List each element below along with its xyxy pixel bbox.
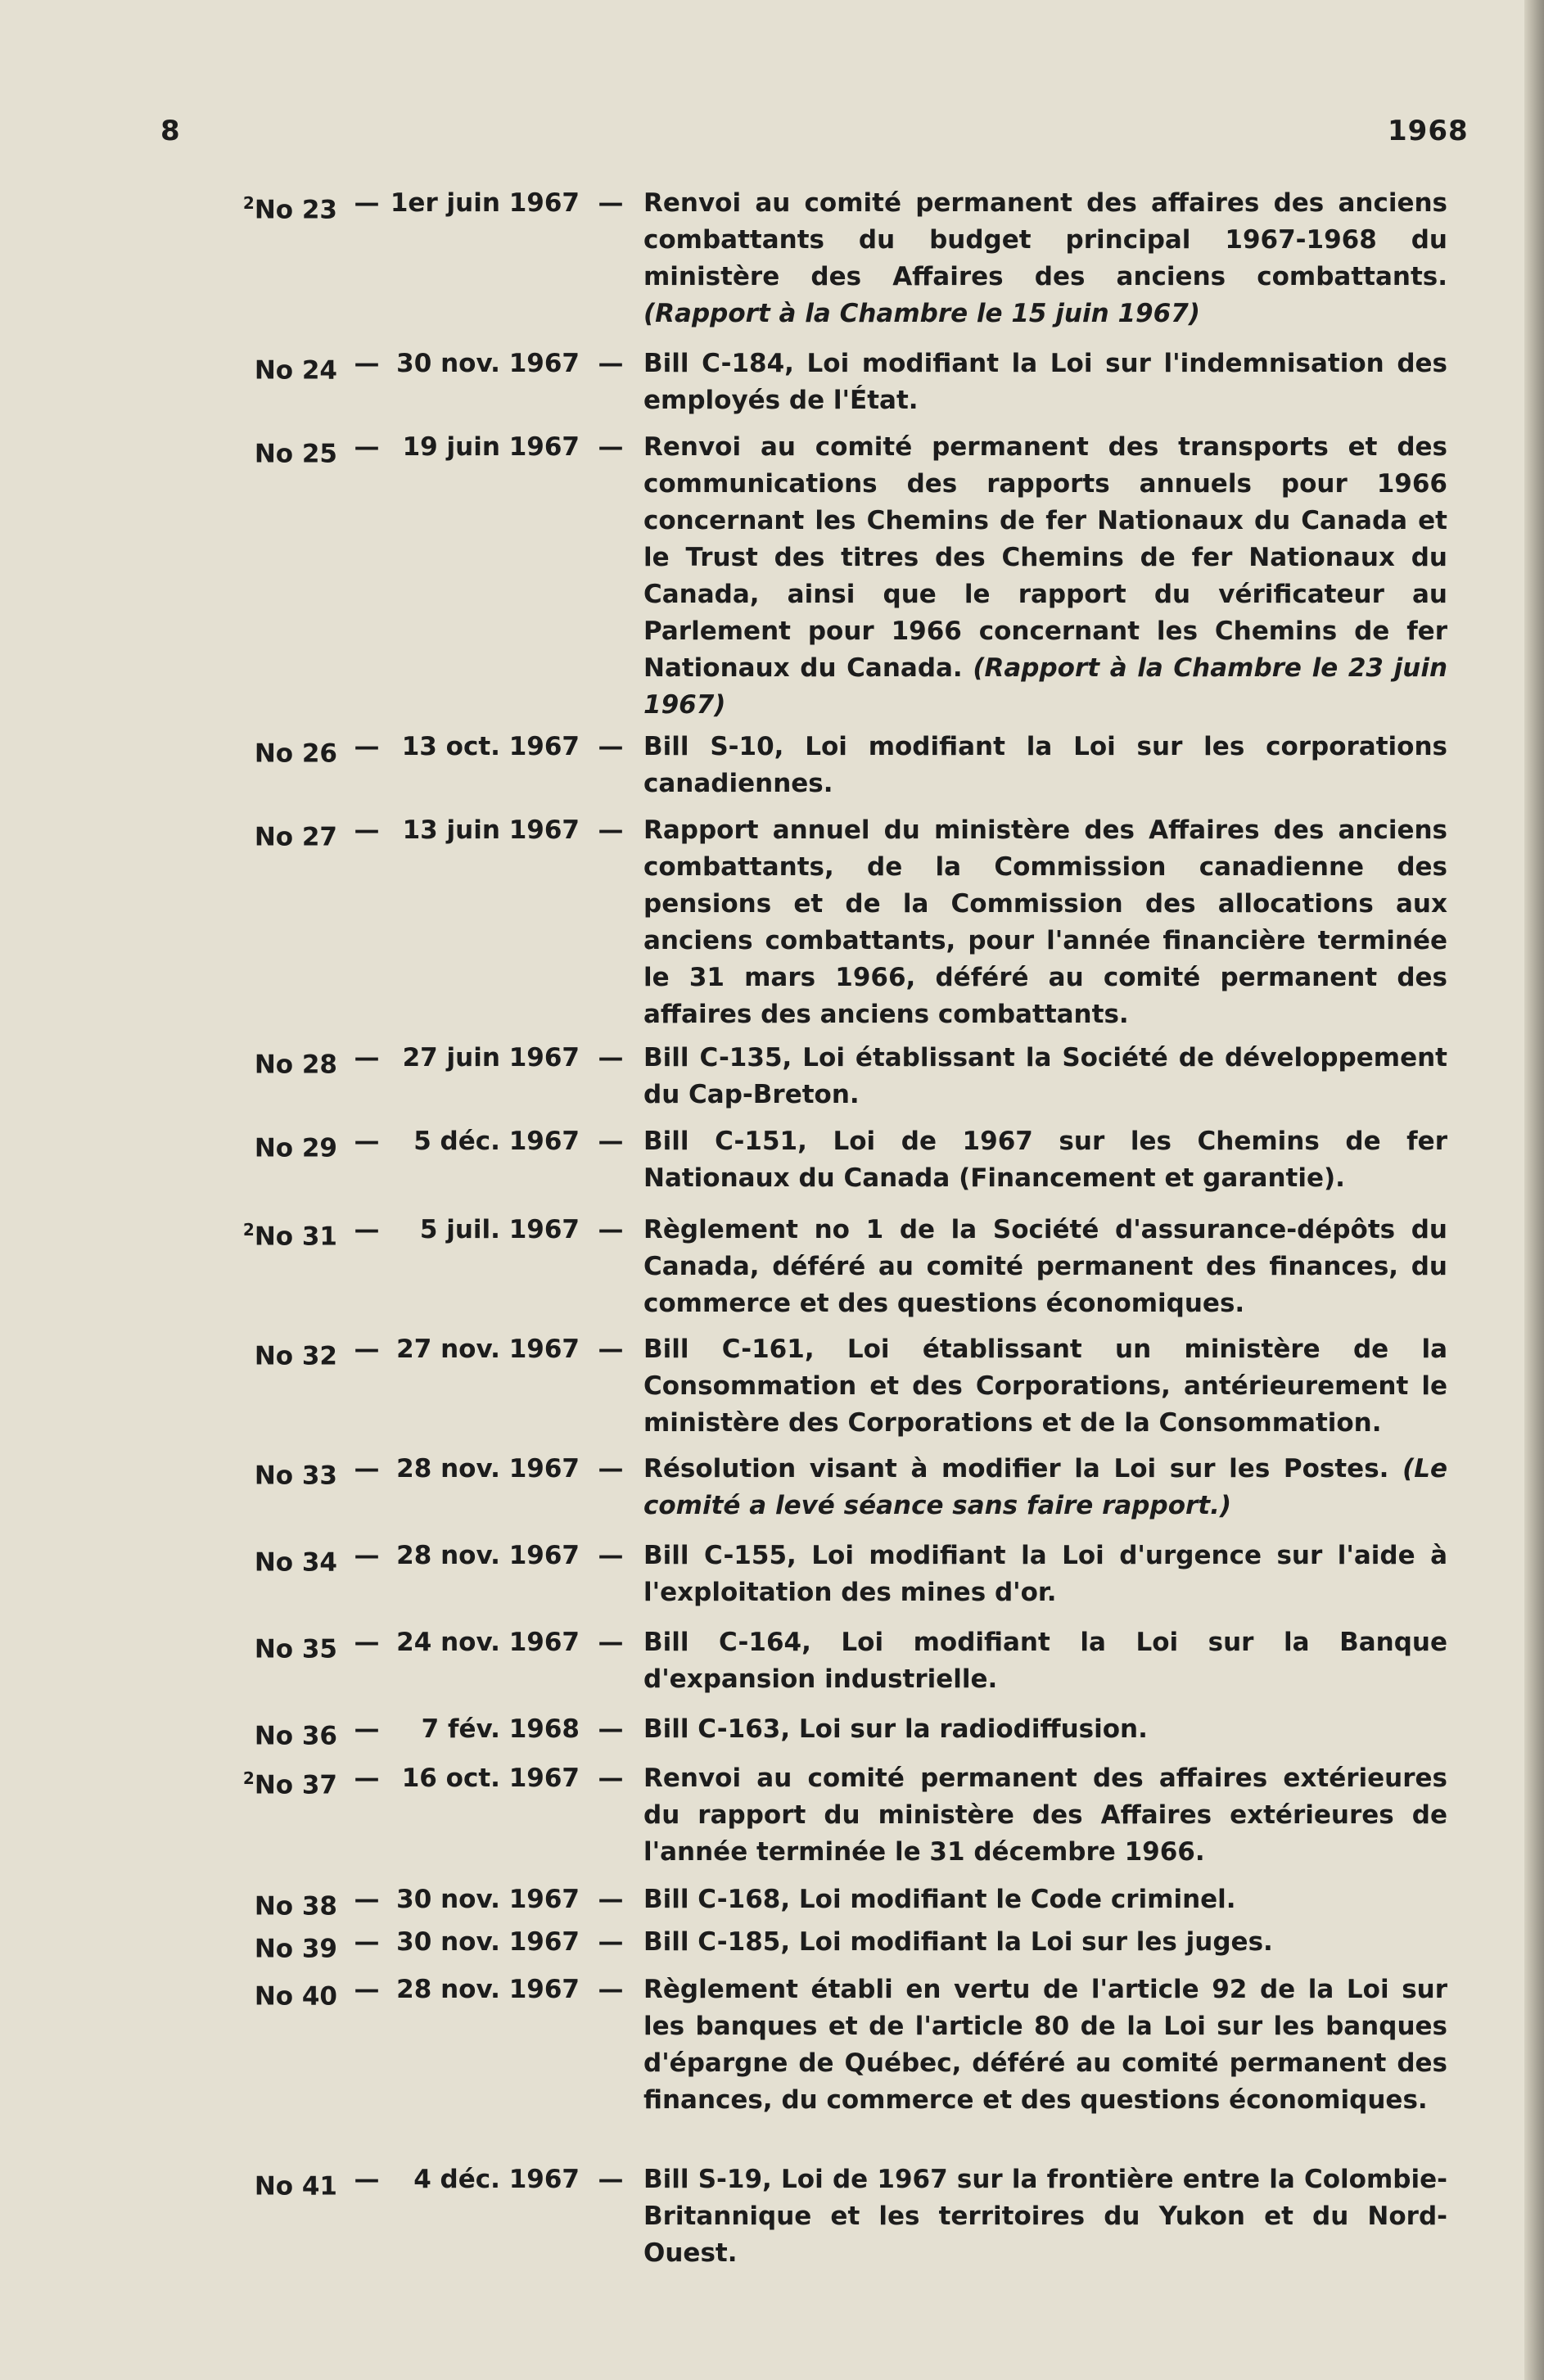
entry-number: No 38 [254,1891,337,1922]
dash-separator: — [598,2165,624,2194]
entry-number: No 36 [254,1721,337,1751]
entry-number: No 39 [254,1934,337,1964]
entry-number: $^2$No 31 [242,1220,337,1252]
dash-separator: — [354,1127,380,1156]
dash-separator: — [354,1043,380,1073]
dash-separator: — [598,432,624,462]
dash-separator: — [354,1628,380,1657]
page-number: 8 [160,115,181,147]
dash-separator: — [598,1885,624,1914]
entry-date: 5 juil. 1967 [419,1215,580,1244]
entry-description: Bill C-161, Loi établissant un ministère de la Consommation et des Corporations, antérieurement le ministère des Corporations et de la Consommation. [643,1335,1447,1438]
dash-separator: — [354,188,380,218]
entry-date: 30 nov. 1967 [396,1885,580,1914]
dash-separator: — [354,1927,380,1957]
dash-separator: — [354,1454,380,1484]
entry-number: No 41 [254,2171,337,2202]
entry-number: No 32 [254,1341,337,1371]
entry-description: Renvoi au comité permanent des transports et des communications des rapports annuels pour 1966 concernant les Chemins de fer Nationaux du Canada et le Trust des titres des Chemins de fer Nationaux du Canada, ainsi que le rapport du vérificateur au Parlement pour 1966 concernant les Chemins de fer Nationaux du Canada. (Rapport à la Chambre le 23 juin 1967) [643,432,1448,720]
dash-separator: — [354,2165,380,2194]
dash-separator: — [598,1714,624,1744]
entry-date: 30 nov. 1967 [396,1927,580,1957]
page-year: 1968 [1388,115,1469,147]
entry-number: No 33 [254,1461,337,1491]
dash-separator: — [598,1975,624,2004]
entry-note: (Le comité a levé séance sans faire rapport.) [643,1454,1448,1520]
entry-date: 28 nov. 1967 [396,1541,580,1570]
dash-separator: — [354,1541,380,1570]
entry-description: Bill C-164, Loi modifiant la Loi sur la Banque d'expansion industrielle. [643,1628,1447,1694]
entry-date: 28 nov. 1967 [396,1975,580,2004]
entry-date: 19 juin 1967 [402,432,580,462]
dash-separator: — [598,188,624,218]
entry-number: No 35 [254,1634,337,1664]
dash-separator: — [354,732,380,761]
dash-separator: — [354,1714,380,1744]
dash-separator: — [598,349,624,378]
dash-separator: — [598,1127,624,1156]
entry-date: 27 juin 1967 [402,1043,580,1073]
dash-separator: — [598,1927,624,1957]
entry-description: Bill S-19, Loi de 1967 sur la frontière entre la Colombie-Britannique et les territoires du Yukon et du Nord-Ouest. [643,2165,1447,2268]
entry-date: 30 nov. 1967 [396,349,580,378]
dash-separator: — [598,1628,624,1657]
entry-date: 13 juin 1967 [402,815,580,845]
entry-date: 5 déc. 1967 [413,1127,580,1156]
entry-description: Bill C-155, Loi modifiant la Loi d'urgence sur l'aide à l'exploitation des mines d'or. [643,1541,1447,1607]
dash-separator: — [354,1215,380,1244]
dash-separator: — [354,1975,380,2004]
entry-number: No 29 [254,1133,337,1163]
entry-date: 1er juin 1967 [390,188,580,218]
dash-separator: — [598,815,624,845]
dash-separator: — [354,432,380,462]
dash-separator: — [598,1454,624,1484]
entry-description: Bill S-10, Loi modifiant la Loi sur les corporations canadiennes. [643,732,1447,798]
entry-description: Renvoi au comité permanent des affaires extérieures du rapport du ministère des Affaires extérieures de l'année terminée le 31 décembre 1966. [643,1764,1447,1867]
entry-description: Règlement établi en vertu de l'article 92 de la Loi sur les banques et de l'article 80 de la Loi sur les banques d'épargne de Québec, déféré au comité permanent des finances, du commerce et des questions économiques. [643,1975,1447,2115]
dash-separator: — [354,815,380,845]
entry-description: Bill C-163, Loi sur la radiodiffusion. [643,1714,1148,1744]
entry-description: Bill C-151, Loi de 1967 sur les Chemins de fer Nationaux du Canada (Financement et garantie). [643,1127,1447,1193]
dash-separator: — [354,1885,380,1914]
entry-number: No 24 [254,355,337,386]
dash-separator: — [598,1043,624,1073]
entry-number: $^2$No 23 [242,193,337,225]
dash-separator: — [354,349,380,378]
entry-date: 4 déc. 1967 [413,2165,580,2194]
entry-date: 24 nov. 1967 [396,1628,580,1657]
entry-description: Résolution visant à modifier la Loi sur les Postes. (Le comité a levé séance sans faire rapport.) [643,1454,1448,1520]
dash-separator: — [598,1215,624,1244]
entry-number: No 25 [254,439,337,469]
entry-number: No 34 [254,1547,337,1578]
entry-description: Bill C-135, Loi établissant la Société de développement du Cap-Breton. [643,1043,1447,1109]
dash-separator: — [598,1541,624,1570]
entry-date: 13 oct. 1967 [401,732,580,761]
entry-number: No 27 [254,822,337,852]
dash-separator: — [354,1335,380,1364]
entry-description: Renvoi au comité permanent des affaires des anciens combattants du budget principal 1967-1968 du ministère des Affaires des anciens combattants. (Rapport à la Chambre le 15 juin 1967) [643,188,1447,328]
dash-separator: — [598,1764,624,1793]
entry-date: 28 nov. 1967 [396,1454,580,1484]
entry-number: $^2$No 37 [242,1768,337,1800]
entry-note: (Rapport à la Chambre le 15 juin 1967) [643,299,1200,328]
entry-number: No 28 [254,1050,337,1080]
entry-description: Bill C-185, Loi modifiant la Loi sur les juges. [643,1927,1273,1957]
entry-number: No 26 [254,738,337,769]
entry-description: Rapport annuel du ministère des Affaires des anciens combattants, de la Commission canadienne des pensions et de la Commission des allocations aux anciens combattants, pour l'année financière terminée le 31 mars 1966, déféré au comité permanent des affaires des anciens combattants. [643,815,1447,1029]
entry-number: No 40 [254,1981,337,2012]
entry-note: (Rapport à la Chambre le 23 juin 1967) [643,653,1448,720]
dash-separator: — [354,1764,380,1793]
entry-description: Bill C-184, Loi modifiant la Loi sur l'indemnisation des employés de l'État. [643,349,1447,415]
dash-separator: — [598,1335,624,1364]
entry-description: Règlement no 1 de la Société d'assurance-dépôts du Canada, déféré au comité permanent des finances, du commerce et des questions économiques. [643,1215,1447,1318]
entry-date: 7 fév. 1968 [421,1714,580,1744]
entry-date: 27 nov. 1967 [396,1335,580,1364]
entry-date: 16 oct. 1967 [401,1764,580,1793]
entry-description: Bill C-168, Loi modifiant le Code criminel. [643,1885,1236,1914]
dash-separator: — [598,732,624,761]
